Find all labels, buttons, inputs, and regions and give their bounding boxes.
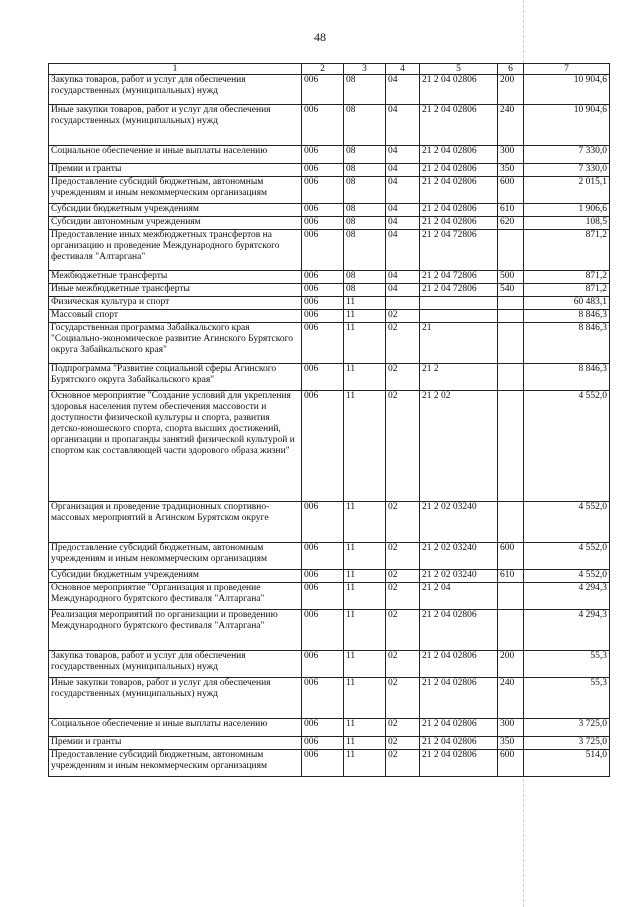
section-code: 11	[344, 719, 386, 737]
table-row	[49, 678, 610, 719]
section-code: 08	[344, 177, 386, 204]
section-code: 08	[344, 75, 386, 105]
target-article-code: 21 2 04 72806	[420, 230, 498, 271]
target-article-code: 21 2 04 02806	[420, 164, 498, 177]
section-code: 11	[344, 750, 386, 777]
ministry-code: 006	[302, 75, 344, 105]
expense-type-code: 350	[498, 737, 524, 750]
item-name: Социальное обеспечение и иные выплаты населению	[49, 719, 302, 737]
amount: 55,3	[524, 678, 610, 719]
table-row	[49, 146, 610, 164]
subsection-code: 02	[386, 737, 420, 750]
section-code: 11	[344, 651, 386, 678]
table-row	[49, 75, 610, 105]
ministry-code: 006	[302, 105, 344, 146]
ministry-code: 006	[302, 610, 344, 651]
target-article-code	[420, 310, 498, 323]
page-number: 48	[314, 30, 326, 44]
section-code: 11	[344, 570, 386, 583]
amount: 3 725,0	[524, 737, 610, 750]
item-name: Иные межбюджетные трансферты	[49, 284, 302, 297]
section-code: 11	[344, 543, 386, 570]
target-article-code: 21 2 04 02806	[420, 204, 498, 217]
subsection-code: 04	[386, 146, 420, 164]
section-code: 11	[344, 502, 386, 543]
table-row	[49, 364, 610, 391]
expense-type-code	[498, 364, 524, 391]
item-name: Государственная программа Забайкальского края "Социально-экономическое развитие Агинского Бурятского округа Забайкальского края"	[49, 323, 302, 364]
expense-type-code: 500	[498, 271, 524, 284]
subsection-code: 04	[386, 177, 420, 204]
subsection-code: 02	[386, 678, 420, 719]
table-row	[49, 391, 610, 502]
section-code: 08	[344, 230, 386, 271]
section-code: 08	[344, 204, 386, 217]
expense-type-code	[498, 323, 524, 364]
subsection-code: 04	[386, 105, 420, 146]
item-name: Массовый спорт	[49, 310, 302, 323]
table-row	[49, 610, 610, 651]
amount: 871,2	[524, 271, 610, 284]
amount: 4 552,0	[524, 391, 610, 502]
ministry-code: 006	[302, 146, 344, 164]
subsection-code: 04	[386, 271, 420, 284]
table-row	[49, 297, 610, 310]
target-article-code: 21 2 04 02806	[420, 177, 498, 204]
section-code: 11	[344, 364, 386, 391]
subsection-code: 04	[386, 284, 420, 297]
ministry-code: 006	[302, 391, 344, 502]
amount: 3 725,0	[524, 719, 610, 737]
ministry-code: 006	[302, 719, 344, 737]
expense-type-code: 350	[498, 164, 524, 177]
subsection-code: 02	[386, 543, 420, 570]
ministry-code: 006	[302, 750, 344, 777]
column-header: 3	[344, 64, 386, 75]
subsection-code: 02	[386, 323, 420, 364]
subsection-code: 02	[386, 570, 420, 583]
amount: 4 294,3	[524, 610, 610, 651]
target-article-code: 21 2 04 72806	[420, 284, 498, 297]
subsection-code: 02	[386, 364, 420, 391]
section-code: 11	[344, 678, 386, 719]
table-row	[49, 204, 610, 217]
ministry-code: 006	[302, 678, 344, 719]
ministry-code: 006	[302, 570, 344, 583]
item-name: Физическая культура и спорт	[49, 297, 302, 310]
amount: 4 552,0	[524, 570, 610, 583]
item-name: Субсидии автономным учреждениям	[49, 217, 302, 230]
column-header: 5	[420, 64, 498, 75]
expense-type-code: 200	[498, 75, 524, 105]
amount: 4 294,3	[524, 583, 610, 610]
amount: 2 015,1	[524, 177, 610, 204]
ministry-code: 006	[302, 204, 344, 217]
table-row	[49, 737, 610, 750]
table-header-row	[49, 64, 610, 75]
ministry-code: 006	[302, 583, 344, 610]
section-code: 11	[344, 391, 386, 502]
table-row	[49, 323, 610, 364]
subsection-code: 04	[386, 75, 420, 105]
target-article-code: 21 2 02 03240	[420, 570, 498, 583]
expense-type-code	[498, 310, 524, 323]
section-code: 08	[344, 284, 386, 297]
subsection-code: 02	[386, 610, 420, 651]
subsection-code: 02	[386, 750, 420, 777]
table-row	[49, 719, 610, 737]
target-article-code: 21 2 04 02806	[420, 217, 498, 230]
expense-type-code: 240	[498, 105, 524, 146]
subsection-code: 02	[386, 310, 420, 323]
section-code: 11	[344, 297, 386, 310]
amount: 8 846,3	[524, 364, 610, 391]
subsection-code: 02	[386, 651, 420, 678]
item-name: Закупка товаров, работ и услуг для обеспечения государственных (муниципальных) нужд	[49, 651, 302, 678]
item-name: Иные закупки товаров, работ и услуг для обеспечения государственных (муниципальных) нужд	[49, 678, 302, 719]
section-code: 11	[344, 323, 386, 364]
ministry-code: 006	[302, 284, 344, 297]
table-row	[49, 543, 610, 570]
ministry-code: 006	[302, 323, 344, 364]
amount: 8 846,3	[524, 310, 610, 323]
amount: 871,2	[524, 284, 610, 297]
item-name: Субсидии бюджетным учреждениям	[49, 570, 302, 583]
amount: 8 846,3	[524, 323, 610, 364]
expense-type-code	[498, 297, 524, 310]
expense-type-code: 610	[498, 570, 524, 583]
expense-type-code: 300	[498, 146, 524, 164]
expense-type-code: 600	[498, 177, 524, 204]
amount: 4 552,0	[524, 502, 610, 543]
item-name: Иные закупки товаров, работ и услуг для обеспечения государственных (муниципальных) нужд	[49, 105, 302, 146]
item-name: Предоставление субсидий бюджетным, автономным учреждениям и иным некоммерческим организациям	[49, 177, 302, 204]
target-article-code: 21 2 04 02806	[420, 737, 498, 750]
table-row	[49, 570, 610, 583]
target-article-code: 21 2 04 02806	[420, 678, 498, 719]
subsection-code: 02	[386, 583, 420, 610]
subsection-code: 02	[386, 391, 420, 502]
section-code: 08	[344, 271, 386, 284]
budget-table	[48, 63, 610, 777]
item-name: Реализация мероприятий по организации и проведению Международного бурятского фестиваля "Алтаргана"	[49, 610, 302, 651]
subsection-code: 04	[386, 217, 420, 230]
target-article-code: 21 2 04 02806	[420, 651, 498, 678]
expense-type-code	[498, 583, 524, 610]
column-header: 7	[524, 64, 610, 75]
section-code: 08	[344, 164, 386, 177]
expense-type-code: 540	[498, 284, 524, 297]
subsection-code: 04	[386, 230, 420, 271]
table-row	[49, 217, 610, 230]
target-article-code: 21 2 04 02806	[420, 719, 498, 737]
target-article-code: 21 2 04 02806	[420, 146, 498, 164]
table-row	[49, 164, 610, 177]
expense-type-code	[498, 502, 524, 543]
section-code: 11	[344, 583, 386, 610]
amount: 1 906,6	[524, 204, 610, 217]
subsection-code: 04	[386, 164, 420, 177]
subsection-code: 04	[386, 204, 420, 217]
target-article-code: 21 2 02	[420, 391, 498, 502]
table-row	[49, 177, 610, 204]
ministry-code: 006	[302, 502, 344, 543]
ministry-code: 006	[302, 310, 344, 323]
column-header: 4	[386, 64, 420, 75]
expense-type-code: 620	[498, 217, 524, 230]
table-row	[49, 230, 610, 271]
target-article-code: 21 2 04	[420, 583, 498, 610]
table-row	[49, 105, 610, 146]
table-row	[49, 583, 610, 610]
target-article-code: 21 2 02 03240	[420, 543, 498, 570]
ministry-code: 006	[302, 297, 344, 310]
ministry-code: 006	[302, 543, 344, 570]
section-code: 08	[344, 105, 386, 146]
table-row	[49, 502, 610, 543]
target-article-code: 21 2 04 72806	[420, 271, 498, 284]
ministry-code: 006	[302, 651, 344, 678]
ministry-code: 006	[302, 230, 344, 271]
item-name: Предоставление иных межбюджетных трансфертов на организацию и проведение Международного бурятского фестиваля "Алтаргана"	[49, 230, 302, 271]
amount: 514,0	[524, 750, 610, 777]
amount: 7 330,0	[524, 164, 610, 177]
item-name: Закупка товаров, работ и услуг для обеспечения государственных (муниципальных) нужд	[49, 75, 302, 105]
ministry-code: 006	[302, 217, 344, 230]
column-header: 1	[49, 64, 302, 75]
subsection-code	[386, 297, 420, 310]
expense-type-code: 600	[498, 750, 524, 777]
table-row	[49, 284, 610, 297]
item-name: Организация и проведение традиционных спортивно-массовых мероприятий в Агинском Бурятском округе	[49, 502, 302, 543]
amount: 10 904,6	[524, 105, 610, 146]
expense-type-code: 240	[498, 678, 524, 719]
item-name: Премии и гранты	[49, 737, 302, 750]
amount: 871,2	[524, 230, 610, 271]
table-body	[49, 75, 610, 777]
section-code: 11	[344, 737, 386, 750]
item-name: Подпрограмма "Развитие социальной сферы Агинского Бурятского округа Забайкальского края"	[49, 364, 302, 391]
ministry-code: 006	[302, 177, 344, 204]
target-article-code: 21 2 04 02806	[420, 105, 498, 146]
ministry-code: 006	[302, 364, 344, 391]
table-row	[49, 750, 610, 777]
target-article-code	[420, 297, 498, 310]
amount: 60 483,1	[524, 297, 610, 310]
item-name: Предоставление субсидий бюджетным, автономным учреждениям и иным некоммерческим организациям	[49, 750, 302, 777]
section-code: 11	[344, 310, 386, 323]
item-name: Премии и гранты	[49, 164, 302, 177]
item-name: Основное мероприятие "Организация и проведение Международного бурятского фестиваля "Алтаргана"	[49, 583, 302, 610]
table-row	[49, 271, 610, 284]
expense-type-code	[498, 391, 524, 502]
table-row	[49, 651, 610, 678]
column-header: 2	[302, 64, 344, 75]
item-name: Основное мероприятие "Создание условий для укрепления здоровья населения путем обеспечения массовости и доступности физической культуры и спорта, развития детско-юношеского спорта, спорта высших достижений, организации и пропаганды занятий физической культурой и спортом как составляющей части здорового образа жизни"	[49, 391, 302, 502]
target-article-code: 21 2 04 02806	[420, 75, 498, 105]
expense-type-code: 610	[498, 204, 524, 217]
amount: 10 904,6	[524, 75, 610, 105]
amount: 7 330,0	[524, 146, 610, 164]
item-name: Субсидии бюджетным учреждениям	[49, 204, 302, 217]
section-code: 08	[344, 217, 386, 230]
target-article-code: 21	[420, 323, 498, 364]
item-name: Межбюджетные трансферты	[49, 271, 302, 284]
amount: 55,3	[524, 651, 610, 678]
section-code: 08	[344, 146, 386, 164]
section-code: 11	[344, 610, 386, 651]
ministry-code: 006	[302, 737, 344, 750]
expense-type-code	[498, 230, 524, 271]
amount: 4 552,0	[524, 543, 610, 570]
target-article-code: 21 2	[420, 364, 498, 391]
amount: 108,5	[524, 217, 610, 230]
ministry-code: 006	[302, 164, 344, 177]
ministry-code: 006	[302, 271, 344, 284]
expense-type-code: 600	[498, 543, 524, 570]
subsection-code: 02	[386, 502, 420, 543]
target-article-code: 21 2 04 02806	[420, 610, 498, 651]
table-row	[49, 310, 610, 323]
target-article-code: 21 2 02 03240	[420, 502, 498, 543]
expense-type-code: 300	[498, 719, 524, 737]
expense-type-code	[498, 610, 524, 651]
item-name: Социальное обеспечение и иные выплаты населению	[49, 146, 302, 164]
column-header: 6	[498, 64, 524, 75]
subsection-code: 02	[386, 719, 420, 737]
item-name: Предоставление субсидий бюджетным, автономным учреждениям и иным некоммерческим организациям	[49, 543, 302, 570]
expense-type-code: 200	[498, 651, 524, 678]
target-article-code: 21 2 04 02806	[420, 750, 498, 777]
